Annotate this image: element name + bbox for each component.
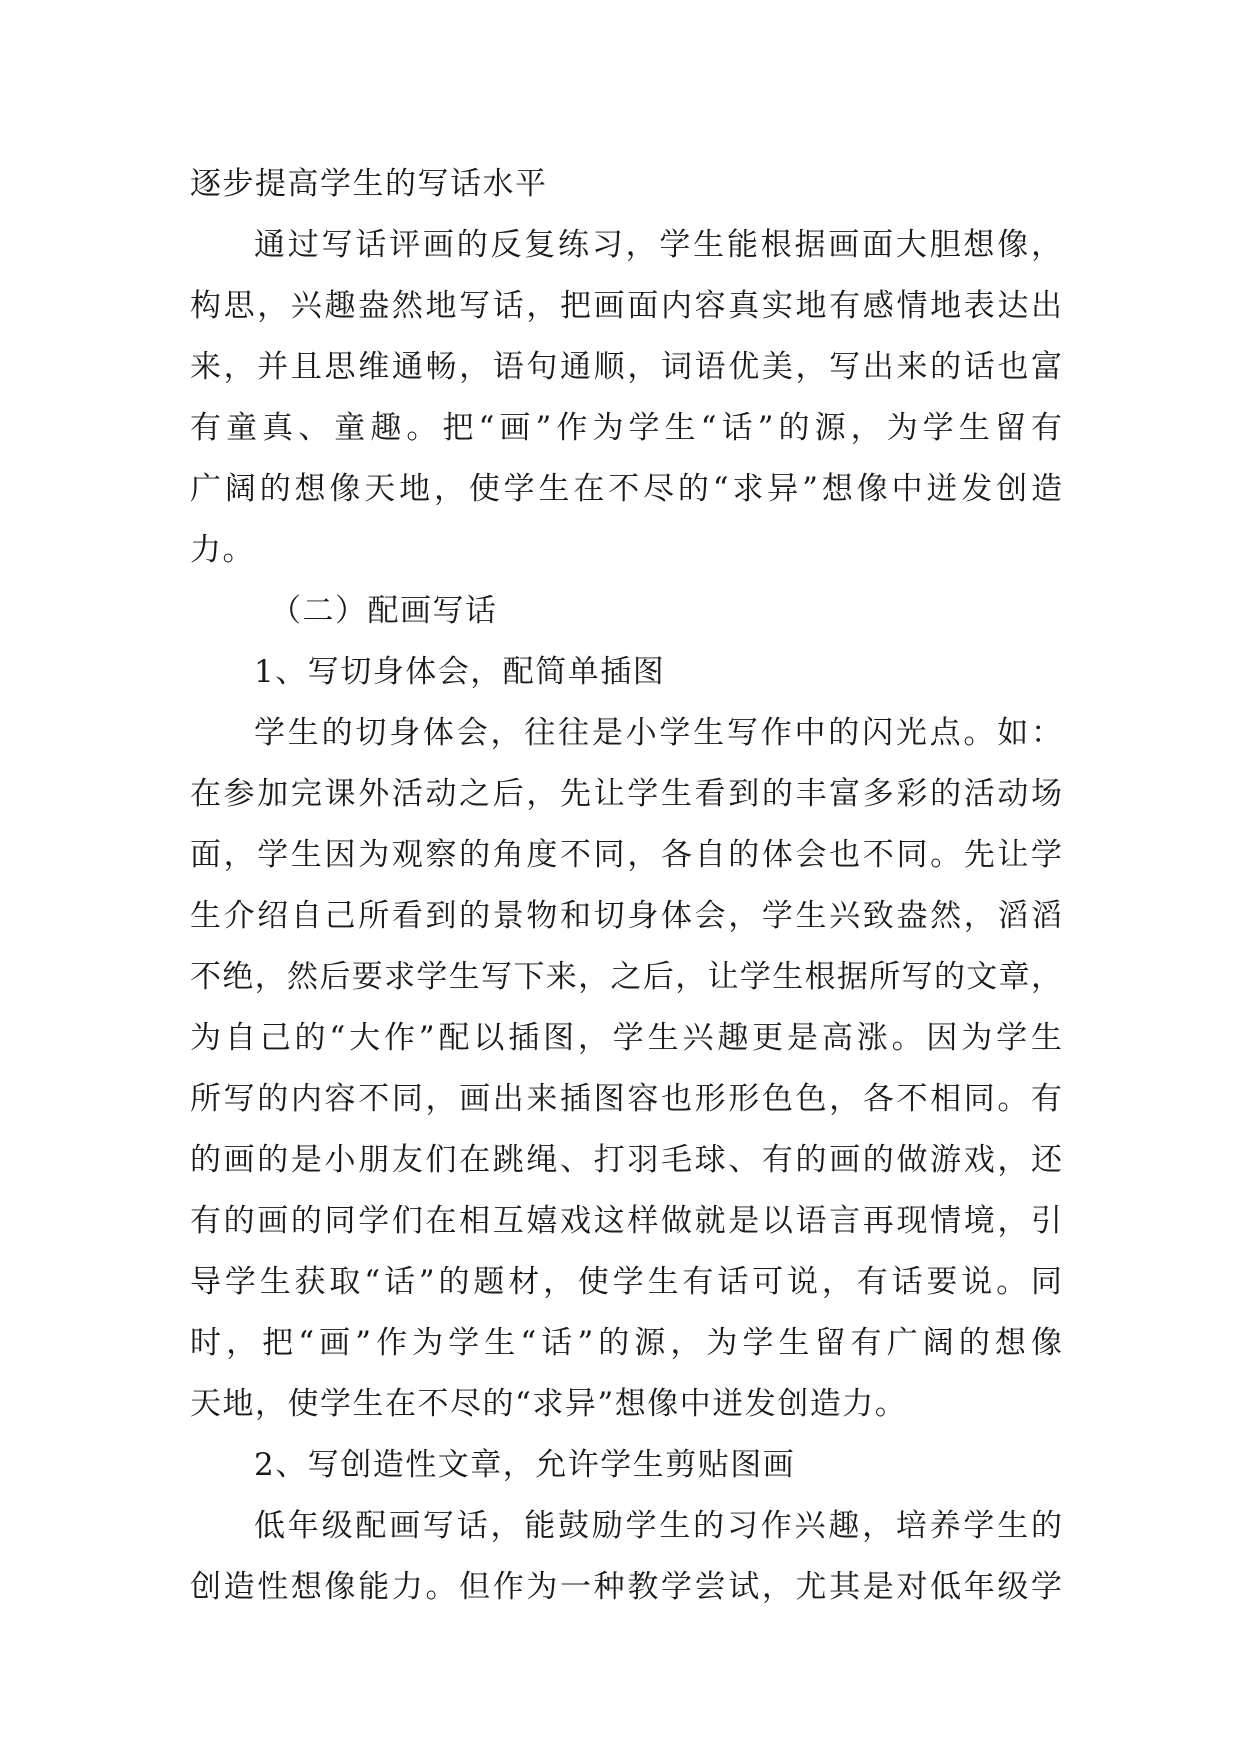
- text-line: 通过写话评画的反复练习，学生能根据画面大胆想像，: [254, 227, 1062, 263]
- body-text: [190, 154, 1062, 1618]
- text-line: 时，把“画”作为学生“话”的源，为学生留有广阔的想像: [190, 1325, 1062, 1361]
- text-line: 低年级配画写话，能鼓励学生的习作兴趣，培养学生的: [254, 1508, 1062, 1544]
- text-line: 生介绍自己所看到的景物和切身体会，学生兴致盎然，滔滔: [190, 898, 1062, 934]
- text-line: 不绝，然后要求学生写下来，之后，让学生根据所写的文章，: [190, 959, 1062, 995]
- text-line: 为自己的“大作”配以插图，学生兴趣更是高涨。因为学生: [190, 1020, 1062, 1056]
- text-line: 学生的切身体会，往往是小学生写作中的闪光点。如：: [254, 715, 1062, 751]
- text-line: 有的画的同学们在相互嬉戏这样做就是以语言再现情境，引: [190, 1203, 1062, 1239]
- section-heading: （二）配画写话: [270, 593, 498, 629]
- text-line: 构思，兴趣盎然地写话，把画面内容真实地有感情地表达出: [190, 288, 1062, 324]
- text-line: 所写的内容不同，画出来插图容也形形色色，各不相同。有: [190, 1081, 1062, 1117]
- subsection-heading: 2、写创造性文章，允许学生剪贴图画: [254, 1447, 796, 1483]
- text-line: 逐步提高学生的写话水平: [190, 166, 548, 202]
- text-line: 面，学生因为观察的角度不同，各自的体会也不同。先让学: [190, 837, 1062, 873]
- text-line: 在参加完课外活动之后，先让学生看到的丰富多彩的活动场: [190, 776, 1062, 812]
- text-line: 的画的是小朋友们在跳绳、打羽毛球、有的画的做游戏，还: [190, 1142, 1062, 1178]
- text-line: 有童真、童趣。把“画”作为学生“话”的源，为学生留有: [190, 410, 1062, 446]
- text-line: 导学生获取“话”的题材，使学生有话可说，有话要说。同: [190, 1264, 1062, 1300]
- text-line: 力。: [190, 532, 255, 568]
- text-line: 来，并且思维通畅，语句通顺，词语优美，写出来的话也富: [190, 349, 1062, 385]
- text-line: 创造性想像能力。但作为一种教学尝试，尤其是对低年级学: [190, 1569, 1062, 1605]
- subsection-heading: 1、写切身体会，配简单插图: [254, 654, 666, 690]
- text-line: 天地，使学生在不尽的“求异”想像中迸发创造力。: [190, 1386, 908, 1422]
- text-line: 广阔的想像天地，使学生在不尽的“求异”想像中迸发创造: [190, 471, 1062, 507]
